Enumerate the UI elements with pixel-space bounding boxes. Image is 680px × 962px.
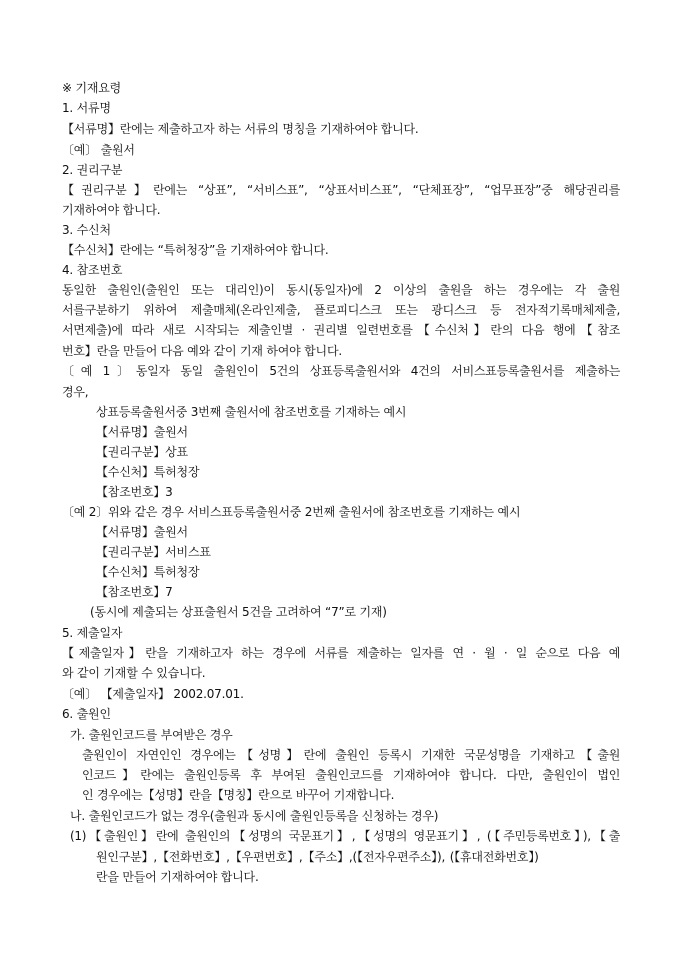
section-6b-line3: 란을 만들어 기재하여야 합니다. — [96, 870, 259, 884]
section-5-body-line1: 【제출일자】란을 기재하고자 하는 경우에 서류를 제출하는 일자를 연 · 월 · 일 순으로 다음 예 — [62, 646, 620, 660]
section-4-para-line1: 동일한 출원인(출원인 또는 대리인)이 동시(동일자)에 2 이상의 출원을 하는 경우에는 각 출원 — [62, 283, 620, 297]
example-2-field-right: 【권리구분】서비스표 — [96, 545, 211, 559]
example-2-field-doc: 【서류명】출원서 — [96, 525, 188, 539]
section-5-example: 〔예〕 【제출일자】 2002.07.01. — [62, 687, 244, 701]
example-1-line2: 경우, — [62, 385, 89, 399]
example-1-description: 상표등록출원서중 3번째 출원서에 참조번호를 기재하는 예시 — [96, 405, 407, 419]
section-6b-line1: (1)【출원인】란에 출원인의【성명의 국문표기】,【성명의 영문표기】, (【주민등록번호】),【출 — [70, 829, 620, 843]
example-1-field-recipient: 【수신처】특허청장 — [96, 465, 200, 479]
section-6a-line1: 출원인이 자연인인 경우에는【성명】란에 출원인 등록시 기재한 국문성명을 기재하고【출원 — [82, 748, 620, 762]
example-2-field-recipient: 【수신처】특허청장 — [96, 565, 200, 579]
section-6a-line3: 인 경우에는【성명】란을【명칭】란으로 바꾸어 기재합니다. — [82, 788, 395, 802]
example-1-field-doc: 【서류명】출원서 — [96, 425, 188, 439]
section-1-example: 〔예〕 출원서 — [62, 143, 135, 157]
section-4-title: 4. 참조번호 — [62, 263, 123, 277]
section-6-title: 6. 출원인 — [62, 707, 111, 721]
section-heading: ※ 기재요령 — [62, 81, 122, 95]
example-2-note: (동시에 제출되는 상표출원서 5건을 고려하여 “7”로 기재) — [90, 605, 387, 619]
section-5-body-line2: 와 같이 기재할 수 있습니다. — [62, 666, 206, 680]
section-2-body-line2: 기재하여야 합니다. — [62, 203, 161, 217]
section-6b-title: 나. 출원인코드가 없는 경우(출원과 동시에 출원인등록을 신청하는 경우) — [70, 809, 439, 823]
section-5-title: 5. 제출일자 — [62, 626, 123, 640]
section-6a-title: 가. 출원인코드를 부여받은 경우 — [70, 728, 233, 742]
section-4-para-line2: 서를구분하기 위하여 제출매체(온라인제출, 플로피디스크 또는 광디스크 등 전자적기록매체제출, — [62, 303, 620, 317]
section-6a-line2: 인코드】란에는 출원인등록 후 부여된 출원인코드를 기재하여야 합니다. 다만, 출원인이 법인 — [82, 768, 620, 782]
example-2-line1: 〔예 2〕위와 같은 경우 서비스표등록출원서중 2번째 출원서에 참조번호를 기재하는 예시 — [62, 505, 521, 519]
section-1-title: 1. 서류명 — [62, 101, 111, 115]
example-1-field-ref: 【참조번호】3 — [96, 485, 173, 499]
section-2-title: 2. 권리구분 — [62, 163, 123, 177]
section-6b-line2: 원인구분】,【전화번호】,【우편번호】,【주소】,(【전자우편주소】), (【휴대전화번호】) — [96, 850, 539, 864]
section-3-title: 3. 수신처 — [62, 223, 111, 237]
section-4-para-line4: 번호】란을 만들어 다음 예와 같이 기재 하여야 합니다. — [62, 344, 342, 358]
example-1-line1: 〔예 1〕동일자 동일 출원인이 5건의 상표등록출원서와 4건의 서비스표등록출원서를 제출하는 — [62, 364, 620, 378]
section-4-para-line3: 서면제출)에 따라 새로 시작되는 제출인별 · 권리별 일련번호를【수신처】란의 다음 행에【참조 — [62, 323, 620, 337]
example-2-field-ref: 【참조번호】7 — [96, 585, 173, 599]
example-1-field-right: 【권리구분】상표 — [96, 445, 188, 459]
section-1-body: 【서류명】란에는 제출하고자 하는 서류의 명칭을 기재하여야 합니다. — [62, 122, 419, 136]
section-2-body-line1: 【권리구분】란에는 “상표”, “서비스표”, “상표서비스표”, “단체표장”, “업무표장”중 해당권리를 — [62, 183, 620, 197]
section-3-body: 【수신처】란에는 “특허청장”을 기재하여야 합니다. — [62, 243, 329, 257]
